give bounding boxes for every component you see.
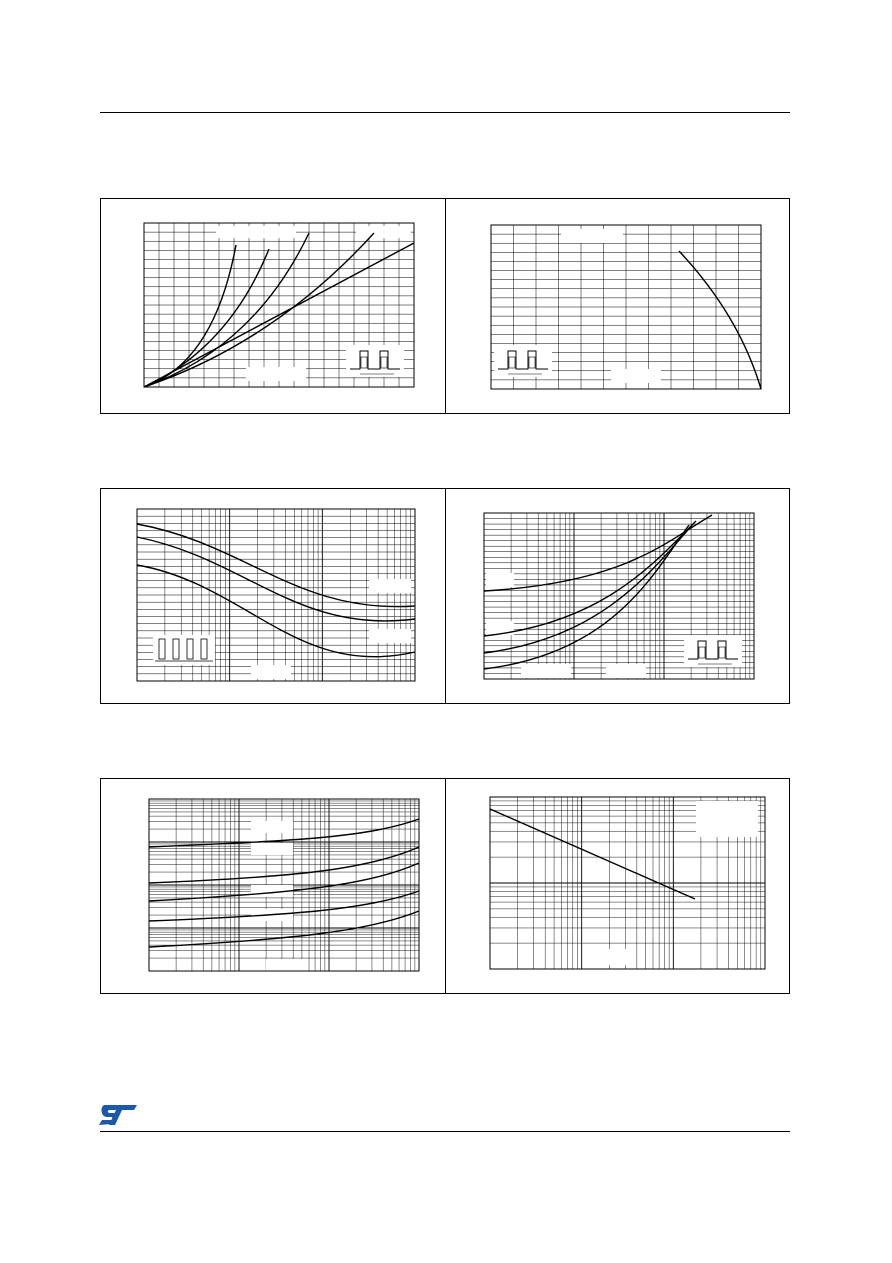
figure-3a-plot <box>101 779 445 993</box>
label-mask <box>216 226 296 238</box>
inset-background <box>684 635 742 667</box>
figure-1a <box>101 199 445 413</box>
curve-3 <box>144 233 309 387</box>
curve-2 <box>137 537 415 621</box>
figure-row-2 <box>100 488 790 704</box>
st-logo-icon <box>97 1103 141 1127</box>
label-mask <box>369 629 411 643</box>
figure-1a-plot <box>101 199 445 413</box>
label-mask <box>696 801 758 837</box>
figure-2a-plot <box>101 489 445 703</box>
label-mask <box>251 665 291 679</box>
label-mask <box>246 367 306 381</box>
label-mask <box>521 664 571 678</box>
curve-derating <box>679 251 761 389</box>
header-rule <box>100 112 790 113</box>
figure-row-1 <box>100 198 790 414</box>
label-mask <box>356 226 411 238</box>
footer-rule <box>100 1131 790 1132</box>
label-mask <box>251 821 293 833</box>
label-mask <box>369 579 411 593</box>
figure-2a <box>101 489 445 703</box>
label-mask <box>266 959 304 971</box>
figure-2b-plot <box>446 489 790 703</box>
figure-1b <box>446 199 790 413</box>
inset-background <box>153 635 215 665</box>
label-mask <box>591 949 636 965</box>
inset-background <box>494 345 552 377</box>
label-mask <box>611 369 661 383</box>
curve-2 <box>144 249 269 387</box>
label-mask <box>561 229 623 243</box>
label-mask <box>606 664 646 678</box>
figure-1b-plot <box>446 199 790 413</box>
label-mask <box>486 573 514 587</box>
curve-1 <box>137 524 415 607</box>
figure-2b <box>446 489 790 703</box>
label-mask <box>251 843 293 855</box>
st-logo-shape <box>99 1105 137 1125</box>
figure-3b <box>446 779 790 993</box>
figure-3b-plot <box>446 779 790 993</box>
figure-3a <box>101 779 445 993</box>
inset-background <box>346 345 404 377</box>
figure-row-3 <box>100 778 790 994</box>
